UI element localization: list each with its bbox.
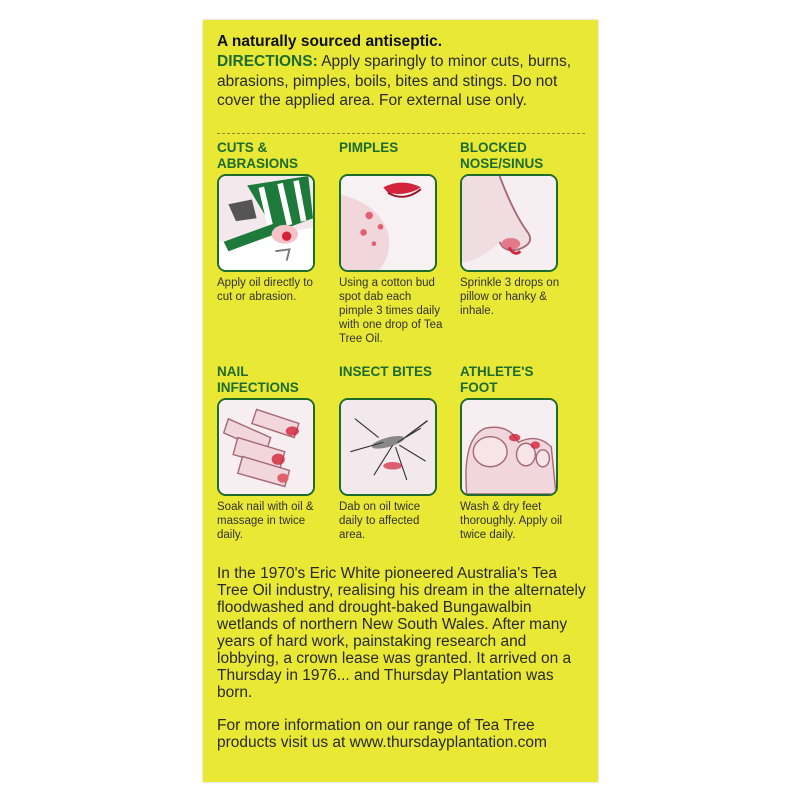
use-athletes-foot [460,364,570,542]
use-nail-infections [217,364,327,542]
directions-header [217,32,589,111]
use-pimples [339,140,449,346]
directions-text [217,52,589,111]
use-insect-bites [339,364,449,542]
nose-icon [460,174,558,272]
directions-label: DIRECTIONS: [217,53,318,70]
use-cuts-abrasions [217,140,327,304]
use-title: CUTS & ABRASIONS [217,140,299,171]
use-caption: Dab on oil twice daily to affected area. [339,501,421,541]
use-caption: Using a cotton bud spot dab each pimple 3 times daily with one drop of Tea Tree Oil. [339,277,443,345]
more-info-text: For more information on our range of Tea Tree products visit us at www.thursdayplantation.com [217,717,547,751]
use-caption: Sprinkle 3 drops on pillow or hanky & inhale. [460,277,560,317]
use-title: NAIL INFECTIONS [217,364,299,395]
fingernails-icon [217,398,315,496]
use-title: BLOCKED NOSE/SINUS [460,140,544,171]
dashed-divider [217,133,585,134]
directions-body: Apply sparingly to minor cuts, burns, abrasions, pimples, boils, bites and stings. Do not cover the applied area. For external use only. [217,53,572,109]
use-title: ATHLETE'S FOOT [460,364,534,395]
cut-knee-icon [217,174,315,272]
use-caption: Apply oil directly to cut or abrasion. [217,277,313,303]
use-title: INSECT BITES [339,364,433,379]
product-back-panel [203,20,598,782]
mosquito-icon [339,398,437,496]
company-story: In the 1970's Eric White pioneered Australia's Tea Tree Oil industry, realising his dream in the alternately floodwashed and drought-baked Bungawalbin wetlands of northern New South Wales. After many years of hard work, painstaking research and lobbying, a crown lease was granted. It arrived on a Thursday in 1976... and Thursday Plantation was born. [217,565,586,701]
use-blocked-nose [460,140,570,318]
use-caption: Wash & dry feet thoroughly. Apply oil twice daily. [460,501,563,541]
pimple-face-icon [339,174,437,272]
tagline: A naturally sourced antiseptic. [217,33,443,50]
use-caption: Soak nail with oil & massage in twice daily. [217,501,314,541]
use-title: PIMPLES [339,140,399,155]
toes-icon [460,398,558,496]
